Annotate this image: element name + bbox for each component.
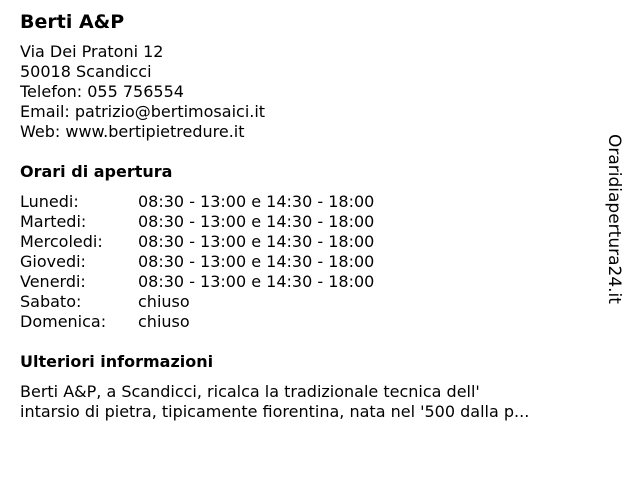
description-line-1: Berti A&P, a Scandicci, ricalca la tradizionale tecnica dell' <box>20 382 480 401</box>
business-card <box>20 8 600 422</box>
city-line: 50018 Scandicci <box>20 62 152 81</box>
day-label: Lunedi: <box>20 192 79 211</box>
opening-hours-table <box>20 192 600 332</box>
time-value: 08:30 - 13:00 e 14:30 - 18:00 <box>138 212 375 231</box>
opening-hours-heading: Orari di apertura <box>20 162 173 181</box>
time-value: 08:30 - 13:00 e 14:30 - 18:00 <box>138 252 375 271</box>
day-label: Martedi: <box>20 212 87 231</box>
time-value: 08:30 - 13:00 e 14:30 - 18:00 <box>138 272 375 291</box>
address-block <box>20 42 600 142</box>
site-watermark: Oraridiapertura24.it <box>604 134 624 304</box>
email-line: Email: patrizio@bertimosaici.it <box>20 102 266 121</box>
day-label: Domenica: <box>20 312 107 331</box>
hours-row-sunday <box>20 312 600 332</box>
hours-row-friday <box>20 272 600 292</box>
hours-row-monday <box>20 192 600 212</box>
hours-row-tuesday <box>20 212 600 232</box>
time-value: 08:30 - 13:00 e 14:30 - 18:00 <box>138 232 375 251</box>
hours-row-thursday <box>20 252 600 272</box>
more-info-heading: Ulteriori informazioni <box>20 352 214 371</box>
time-value: 08:30 - 13:00 e 14:30 - 18:00 <box>138 192 375 211</box>
day-label: Venerdi: <box>20 272 86 291</box>
time-value: chiuso <box>138 312 190 331</box>
web-line: Web: www.bertipietredure.it <box>20 122 245 141</box>
hours-row-wednesday <box>20 232 600 252</box>
day-label: Mercoledi: <box>20 232 103 251</box>
time-value: chiuso <box>138 292 190 311</box>
phone-line: Telefon: 055 756554 <box>20 82 184 101</box>
business-name: Berti A&P <box>20 11 125 33</box>
day-label: Sabato: <box>20 292 82 311</box>
street-address: Via Dei Pratoni 12 <box>20 42 164 61</box>
more-info-text <box>20 382 600 422</box>
description-line-2: intarsio di pietra, tipicamente fiorentina, nata nel '500 dalla p... <box>20 402 530 421</box>
day-label: Giovedi: <box>20 252 86 271</box>
hours-row-saturday <box>20 292 600 312</box>
